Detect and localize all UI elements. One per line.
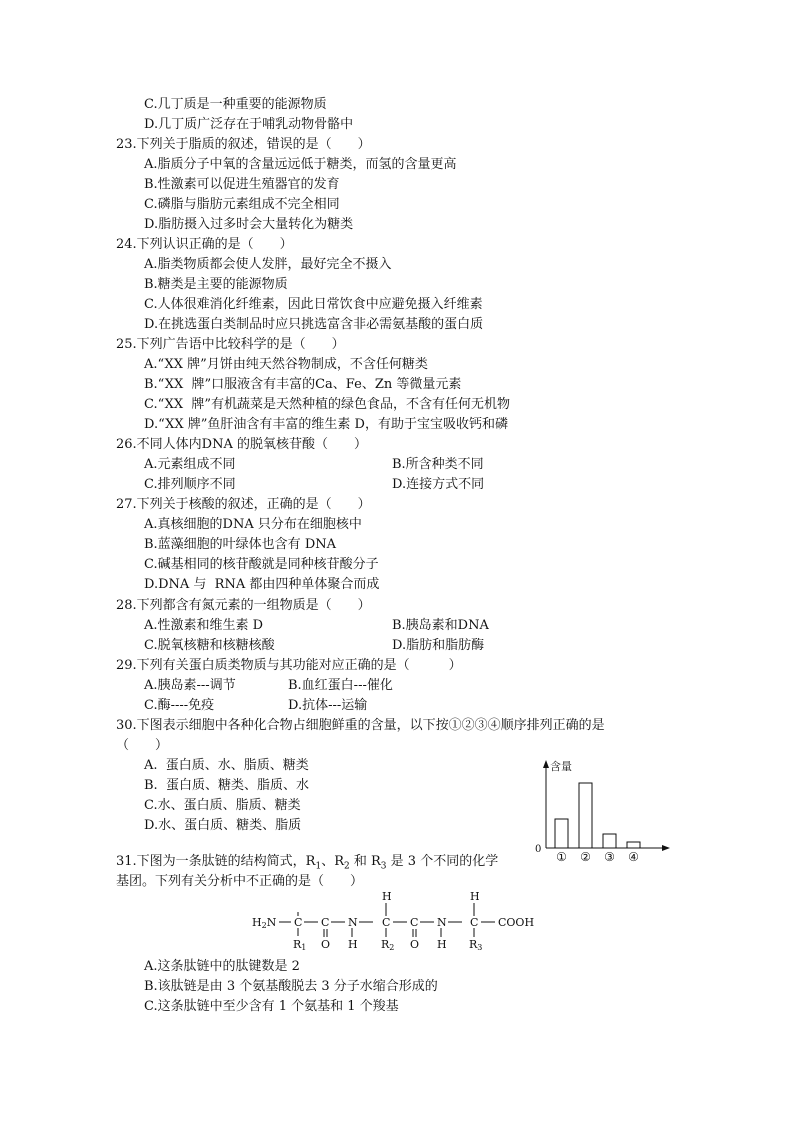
- y-axis-arrow: [543, 760, 549, 768]
- text-line-q27b: B.蓝藻细胞的叶绿体也含有 DNA: [144, 537, 337, 552]
- h-n-1: H: [348, 938, 358, 951]
- bar-4: [627, 842, 640, 848]
- origin-label: 0: [535, 844, 542, 855]
- x-tick-label-3: ③: [604, 850, 615, 864]
- text-line-q30p: （ ）: [116, 738, 169, 753]
- q28-option-c: C.脱氧核糖和核糖核酸: [144, 638, 275, 653]
- n-2: N: [437, 916, 447, 929]
- q28-option-d: D.脂肪和脂肪酶: [392, 638, 485, 653]
- text-line-q23a: A.脂质分子中氧的含量远远低于糖类，而氢的含量更高: [144, 157, 457, 172]
- o-2: O: [410, 938, 420, 951]
- q26-option-b: B.所含种类不同: [392, 457, 484, 472]
- text-line-q25b: B.“XX 牌”口服液含有丰富的Ca、Fe、Zn 等微量元素: [144, 377, 462, 392]
- bar-3: [603, 834, 616, 848]
- text-line-q24c: C.人体很难消化纤维素，因此日常饮食中应避免摄入纤维素: [144, 297, 483, 312]
- h-n-2: H: [437, 938, 447, 951]
- h-top-3: H: [470, 890, 480, 903]
- text-line-q23: 23.下列关于脂质的叙述，错误的是（ ）: [116, 137, 371, 152]
- c-carbonyl-1: C: [321, 916, 330, 929]
- q28-option-a: A.性激素和维生素 D: [144, 618, 264, 633]
- r3-group: R3: [469, 938, 483, 952]
- text-line-q27c: C.碱基相同的核苷酸就是同种核苷酸分子: [144, 557, 379, 572]
- text-line-q25d: D.“XX 牌”鱼肝油含有丰富的维生素 D，有助于宝宝吸收钙和磷: [144, 417, 508, 432]
- text-line-q26: 26.不同人体内DNA 的脱氧核苷酸（ ）: [116, 437, 367, 452]
- compound-content-bar-chart: [528, 756, 678, 868]
- n-1: N: [348, 916, 358, 929]
- text-line-q27a: A.真核细胞的DNA 只分布在细胞核中: [144, 517, 362, 532]
- text-line-q24a: A.脂类物质都会使人发胖，最好完全不摄入: [144, 257, 392, 272]
- q26-option-a: A.元素组成不同: [144, 457, 236, 472]
- text-line-q30d: D.水、蛋白质、糖类、脂质: [144, 818, 302, 833]
- text-line-q28: 28.下列都含有氮元素的一组物质是（ ）: [116, 598, 371, 613]
- x-tick-label-1: ①: [556, 850, 567, 864]
- h2n-group: H2N: [252, 916, 277, 930]
- x-tick-label-2: ②: [580, 850, 591, 864]
- x-axis-arrow: [662, 845, 670, 851]
- text-line-q31oc: C.这条肽链中至少含有 1 个氨基和 1 个羧基: [144, 999, 399, 1014]
- q29-option-d: D.抗体---运输: [288, 698, 368, 713]
- text-line-q24d: D.在挑选蛋白类制品时应只挑选富含非必需氨基酸的蛋白质: [144, 317, 484, 332]
- text-line-q25: 25.下列广告语中比较科学的是（ ）: [116, 337, 345, 352]
- x-tick-label-4: ④: [628, 850, 639, 864]
- q29-option-a: A.胰岛素---调节: [144, 678, 236, 693]
- y-axis-label: 含量: [550, 760, 572, 773]
- text-line-q25c: C.“XX 牌”有机蔬菜是天然种植的绿色食品，不含有任何无机物: [144, 397, 511, 412]
- text-line-q31ob: B.该肽链是由 3 个氨基酸脱去 3 分子水缩合形成的: [144, 979, 438, 994]
- text-line-q24b: B.糖类是主要的能源物质: [144, 277, 288, 292]
- r2-group: R2: [381, 938, 395, 952]
- r1-group: R1: [293, 938, 307, 952]
- bar-2: [579, 783, 592, 848]
- peptide-structure-diagram: [246, 886, 546, 960]
- c-alpha-3: C: [470, 916, 479, 929]
- text-line-q29: 29.下列有关蛋白质类物质与其功能对应正确的是（ ）: [116, 658, 462, 673]
- text-line-q22d: D.几丁质广泛存在于哺乳动物骨骼中: [144, 117, 354, 132]
- text-line-q25a: A.“XX 牌”月饼由纯天然谷物制成，不含任何糖类: [144, 357, 428, 372]
- q29-option-b: B.血红蛋白---催化: [288, 678, 393, 693]
- q26-option-d: D.连接方式不同: [392, 477, 485, 492]
- q29-option-c: C.酶----免疫: [144, 698, 215, 713]
- text-line-q22c: C.几丁质是一种重要的能源物质: [144, 97, 327, 112]
- text-line-q23c: C.磷脂与脂肪元素组成不完全相同: [144, 197, 340, 212]
- text-line-q30c: C.水、蛋白质、脂质、糖类: [144, 798, 301, 813]
- c-alpha-1: C: [294, 916, 303, 929]
- h-top-2: H: [382, 890, 392, 903]
- q26-option-c: C.排列顺序不同: [144, 477, 236, 492]
- c-carbonyl-2: C: [410, 916, 419, 929]
- text-line-q30a: A. 蛋白质、水、脂质、糖类: [144, 758, 309, 773]
- text-line-q27d: D.DNA 与 RNA 都由四种单体聚合而成: [144, 577, 380, 592]
- q31-stem: 31.下图为一条肽链的结构简式，$R_1$、$R_2$ 和 $R_3$ 是 3 个不同的化学: [116, 854, 499, 872]
- o-1: O: [321, 938, 331, 951]
- text-line-q31b: 基团。下列有关分析中不正确的是（ ）: [116, 874, 364, 889]
- text-line-q27: 27.下列关于核酸的叙述，正确的是（ ）: [116, 497, 371, 512]
- text-line-q30: 30.下图表示细胞中各种化合物占细胞鲜重的含量，以下按①②③④顺序排列正确的是: [116, 718, 605, 733]
- bar-1: [555, 819, 568, 848]
- c-alpha-2: C: [382, 916, 391, 929]
- cooh-group: COOH: [498, 916, 535, 929]
- text-line-q30b: B. 蛋白质、糖类、脂质、水: [144, 778, 309, 793]
- text-line-q23d: D.脂肪摄入过多时会大量转化为糖类: [144, 217, 354, 232]
- text-line-q31oa: A.这条肽链中的肽键数是 2: [144, 959, 300, 974]
- text-line-q23b: B.性激素可以促进生殖器官的发育: [144, 177, 340, 192]
- text-line-q24: 24.下列认识正确的是（ ）: [116, 237, 293, 252]
- q28-option-b: B.胰岛素和DNA: [392, 618, 489, 633]
